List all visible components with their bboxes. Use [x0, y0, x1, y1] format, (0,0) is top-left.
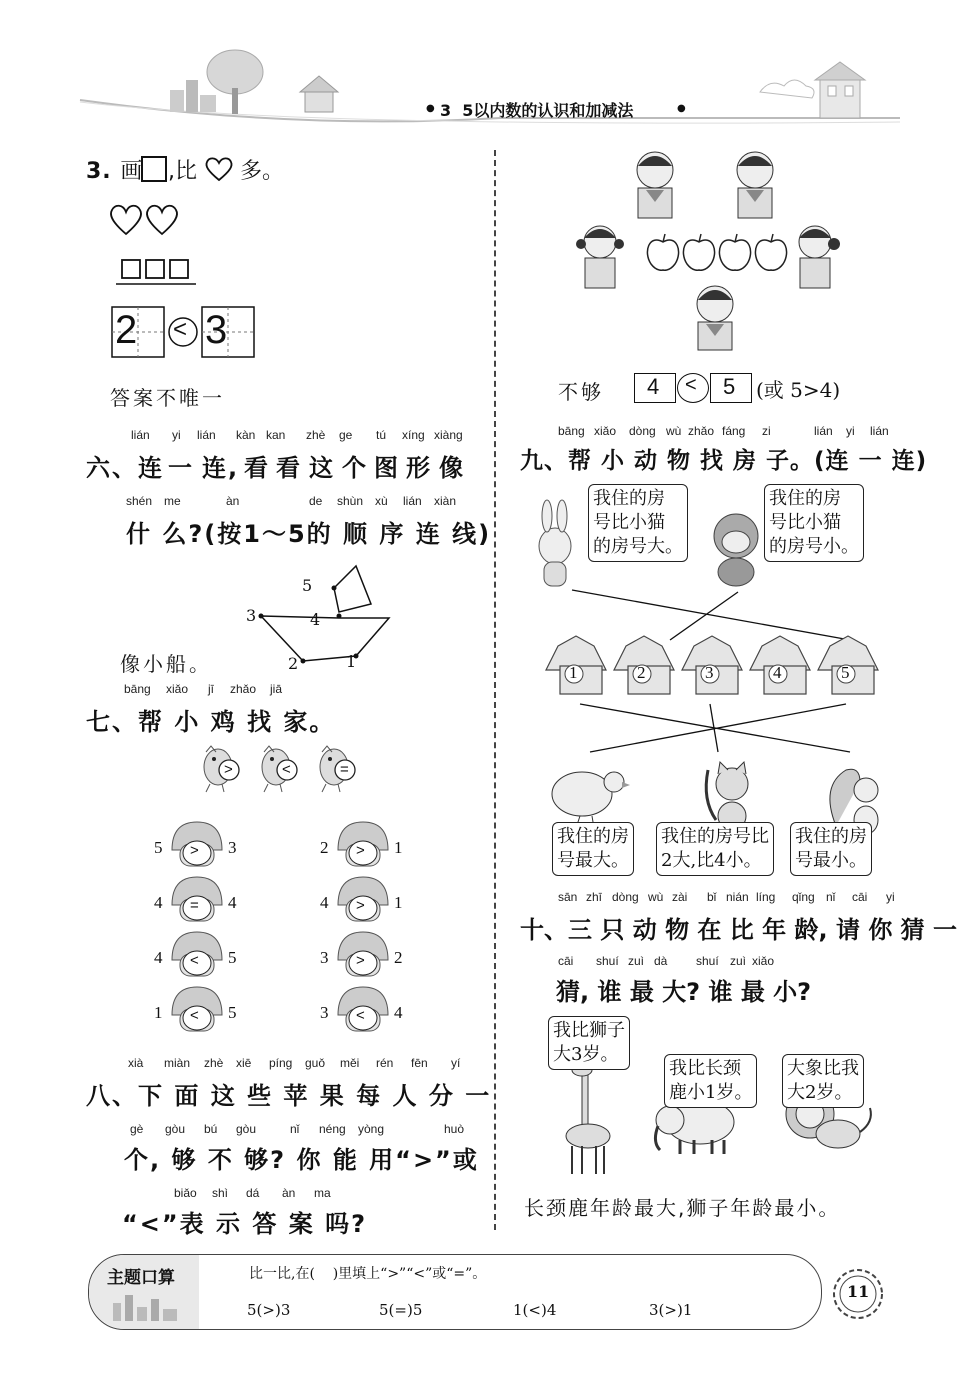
answer-age: 长颈鹿年龄最大,狮子年龄最小。	[524, 1196, 841, 1220]
column-divider	[494, 150, 496, 1230]
footer-label: 主题口算	[107, 1268, 175, 1288]
answer-value-right: 5	[723, 374, 736, 399]
footer-item-4: 3(>)1	[649, 1301, 693, 1319]
question-10-line-2: 猜, 谁 最 大? 谁 最 小?	[556, 978, 812, 1006]
section-3	[86, 150, 486, 420]
answer-alternative: (或 5>4)	[756, 378, 841, 402]
house-number-1: 1	[569, 663, 578, 682]
pinyin-line-1: xià miàn zhè xiē píng guǒ měi rén fēn yí	[128, 1056, 461, 1070]
answer-number-right: 3	[205, 308, 228, 352]
dot-label-3: 3	[246, 606, 257, 625]
dot-label-1: 1	[346, 652, 357, 671]
chick-sign-greater: >	[224, 761, 233, 778]
footer-box	[88, 1254, 822, 1330]
header-bullet-right: ●	[677, 103, 686, 114]
question-7-title: 七、帮 小 鸡 找 家。	[86, 708, 336, 736]
section-8-picture	[520, 140, 940, 420]
matching-lines	[520, 480, 940, 860]
pinyin-line: bāng xiǎo jī zhǎo jiā	[124, 682, 283, 696]
pinyin-line-2: gè gòu bú gòu nǐ néng yòng huò	[130, 1122, 465, 1136]
house-number-4: 4	[773, 663, 782, 682]
dot-label-4: 4	[310, 610, 321, 629]
hen-speech-bubble: 我住的房 号最大。	[552, 822, 634, 876]
pinyin-line-2: shén me àn de shùn xù lián xiàn	[126, 494, 457, 508]
pinyin-line-1: lián yi lián kàn kan zhè ge tú xíng xiàng	[131, 428, 463, 442]
house-number-5: 5	[841, 663, 850, 682]
question-9-title: 九、帮 小 动 物 找 房 子。(连 一 连)	[520, 448, 928, 474]
header-bullet-left: ●	[426, 103, 435, 114]
question-text-end: 多。	[240, 159, 285, 184]
footer-item-2: 5(=)5	[379, 1301, 423, 1319]
lion-speech-bubble: 大象比我 大2岁。	[782, 1054, 864, 1108]
answer-number-left: 2	[115, 308, 138, 352]
pinyin-line: bāng xiǎo dòng wù zhǎo fáng zi lián yi lián	[558, 424, 889, 438]
section-10	[520, 886, 958, 1226]
answer-note: 答案不唯一	[110, 386, 225, 410]
cat-speech-bubble: 我住的房号比 2大,比4小。	[656, 822, 774, 876]
heart-icon	[204, 156, 234, 182]
question-6-line-1: 六、连 一 连, 看 看 这 个 图 形 像	[86, 454, 465, 482]
answer-boat: 像小船。	[120, 652, 212, 676]
question-8-line-2: 个, 够 不 够? 你 能 用“>”或	[124, 1146, 479, 1174]
question-8-line-3: “<”表 示 答 案 吗?	[122, 1210, 367, 1238]
chick-sign-less: <	[282, 761, 291, 778]
header	[0, 0, 979, 130]
squares-drawing	[116, 256, 201, 288]
elephant-speech-bubble: 我比长颈 鹿小1岁。	[664, 1054, 757, 1108]
house-number-3: 3	[705, 663, 714, 682]
pinyin-line-2: cāi shuí zuì dà shuí zuì xiǎo	[558, 954, 775, 968]
footer-instruction: 比一比,在( )里填上“>”“<”或“=”。	[249, 1266, 487, 1282]
question-10-line-1: 十、三 只 动 物 在 比 年 龄, 请 你 猜 一	[520, 916, 958, 944]
question-text-draw: 画	[120, 159, 144, 184]
footer-city-icon	[109, 1289, 189, 1323]
answer-not-enough: 不够	[558, 380, 604, 404]
pinyin-line-3: biǎo shì dá àn ma	[174, 1186, 331, 1200]
square-icon	[141, 156, 167, 182]
chick-sign-equal: =	[340, 761, 349, 778]
house-number-2: 2	[637, 663, 646, 682]
squirrel-speech-bubble: 我住的房 号最小。	[790, 822, 872, 876]
section-7	[86, 682, 486, 1042]
answer-operator: <	[173, 316, 188, 343]
page-number: 11	[847, 1282, 870, 1301]
mushroom-column-left: 5 > 3 4 = 4 4 < 5 1 < 5	[150, 818, 310, 1038]
section-8-question	[86, 1056, 492, 1238]
footer-item-1: 5(>)3	[247, 1301, 291, 1319]
footer-item-3: 1(<)4	[513, 1301, 557, 1319]
section-9	[520, 420, 940, 880]
rabbit-speech-bubble: 我住的房 号比小猫 的房号大。	[588, 484, 688, 562]
answer-value-left: 4	[647, 374, 660, 399]
giraffe-speech-bubble: 我比狮子 大3岁。	[548, 1016, 630, 1070]
mushroom-column-right: 2 > 1 4 > 1 3 > 2 3 < 4	[316, 818, 476, 1038]
hearts-row	[108, 202, 188, 238]
monkey-speech-bubble: 我住的房 号比小猫 的房号小。	[764, 484, 864, 562]
question-6-line-2: 什 么?(按1～5的 顺 序 连 线)	[126, 520, 492, 548]
children-and-apples-illustration	[520, 140, 940, 370]
question-number: 3.	[86, 159, 112, 184]
dot-label-2: 2	[288, 654, 299, 673]
header-unit-title: 3 5以内数的认识和加减法	[440, 101, 634, 120]
pinyin-line-1: sān zhī dòng wù zài bǐ nián líng qǐng nǐ cāi yi	[558, 890, 895, 904]
section-6	[86, 428, 492, 678]
dot-label-5: 5	[302, 576, 313, 595]
answer-grid	[111, 306, 256, 358]
answer-operator: <	[685, 374, 697, 396]
question-text-mid: ,比	[168, 159, 197, 184]
question-8-line-1: 八、下 面 这 些 苹 果 每 人 分 一	[86, 1082, 492, 1110]
